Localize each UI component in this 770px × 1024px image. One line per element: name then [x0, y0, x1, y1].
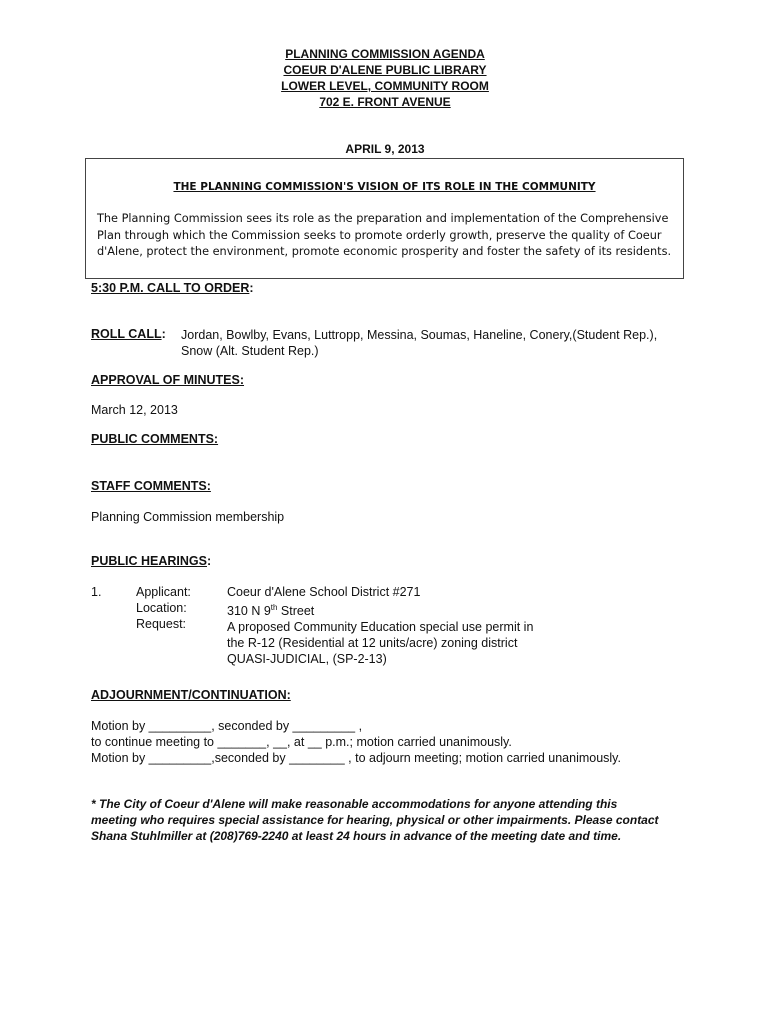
vision-line-1: The Planning Commission sees its role as the preparation and implementation of the Comprehensive: [97, 212, 669, 225]
public-hearings-heading: [91, 554, 211, 568]
applicant-value: Coeur d'Alene School District #271: [227, 585, 421, 599]
location-street-number: 310 N 9: [227, 604, 271, 619]
call-to-order: [91, 281, 254, 295]
roll-call-heading: [91, 327, 166, 341]
venue-name: COEUR D'ALENE PUBLIC LIBRARY: [283, 63, 487, 77]
approval-of-minutes-heading: APPROVAL OF MINUTES:: [91, 373, 245, 387]
public-hearings-colon: :: [206, 554, 212, 568]
motion-line-2: to continue meeting to _______, __, at __ p.m.; motion carried unanimously.: [91, 735, 512, 749]
location-street-word: Street: [277, 604, 315, 619]
vision-line-2: Plan through which the Commission seeks to promote orderly growth, preserve the quality of Coeur: [97, 228, 662, 242]
vision-statement-box: [85, 158, 684, 279]
public-hearings-label: PUBLIC HEARINGS: [91, 554, 207, 568]
vision-title: THE PLANNING COMMISSION'S VISION OF ITS ROLE IN THE COMMUNITY: [173, 181, 596, 193]
accommodation-notice: [91, 796, 691, 844]
motion-line-1: Motion by _________, seconded by _________ ,: [91, 719, 363, 733]
request-label: Request:: [136, 617, 187, 631]
request-line-3: QUASI-JUDICIAL, (SP-2-13): [227, 652, 387, 667]
approval-of-minutes-date: March 12, 2013: [91, 403, 178, 417]
roll-call-line-2: Snow (Alt. Student Rep.): [181, 344, 319, 358]
vision-line-3: d'Alene, protect the environment, promote economic prosperity and foster the safety of its residents.: [97, 245, 672, 258]
adjournment-motions: [91, 718, 621, 766]
staff-comments-heading: STAFF COMMENTS:: [91, 479, 211, 493]
location-ordinal-suffix: th: [270, 603, 278, 612]
location-label: Location:: [136, 601, 187, 615]
roll-call-label: ROLL CALL: [91, 327, 162, 341]
hearing-item-number: 1.: [91, 585, 102, 599]
public-comments-heading: PUBLIC COMMENTS:: [91, 432, 219, 446]
adjournment-heading: ADJOURNMENT/CONTINUATION:: [91, 688, 291, 702]
vision-text: [97, 211, 682, 261]
venue-address: 702 E. FRONT AVENUE: [319, 95, 451, 109]
hearing-labels: [136, 584, 191, 632]
staff-comments-text: Planning Commission membership: [91, 510, 285, 524]
roll-call-colon: :: [161, 327, 166, 341]
venue-room: LOWER LEVEL, COMMUNITY ROOM: [281, 79, 489, 93]
applicant-label: Applicant:: [136, 585, 191, 599]
agenda-title: PLANNING COMMISSION AGENDA: [285, 47, 485, 61]
location-value: [227, 600, 533, 619]
roll-call-names: [181, 327, 657, 359]
hearing-values: [227, 584, 533, 667]
request-line-1: A proposed Community Education special use permit in: [227, 620, 534, 635]
meeting-date: APRIL 9, 2013: [345, 142, 425, 156]
call-to-order-label: 5:30 P.M. CALL TO ORDER: [91, 281, 250, 295]
motion-line-3: Motion by _________,seconded by ________ , to adjourn meeting; motion carried unanimously.: [91, 751, 621, 765]
request-line-2: the R-12 (Residential at 12 units/acre) zoning district: [227, 636, 518, 651]
notice-line-1: * The City of Coeur d'Alene will make reasonable accommodations for anyone attending this: [91, 797, 618, 811]
notice-line-2: meeting who requires special assistance for hearing, physical or other impairments. Please contact: [91, 813, 659, 827]
roll-call-line-1: Jordan, Bowlby, Evans, Luttropp, Messina, Soumas, Haneline, Conery,(Student Rep.),: [181, 328, 658, 342]
call-to-order-colon: :: [249, 281, 254, 295]
notice-line-3: Shana Stuhlmiller at (208)769-2240 at least 24 hours in advance of the meeting date and time.: [91, 829, 622, 843]
